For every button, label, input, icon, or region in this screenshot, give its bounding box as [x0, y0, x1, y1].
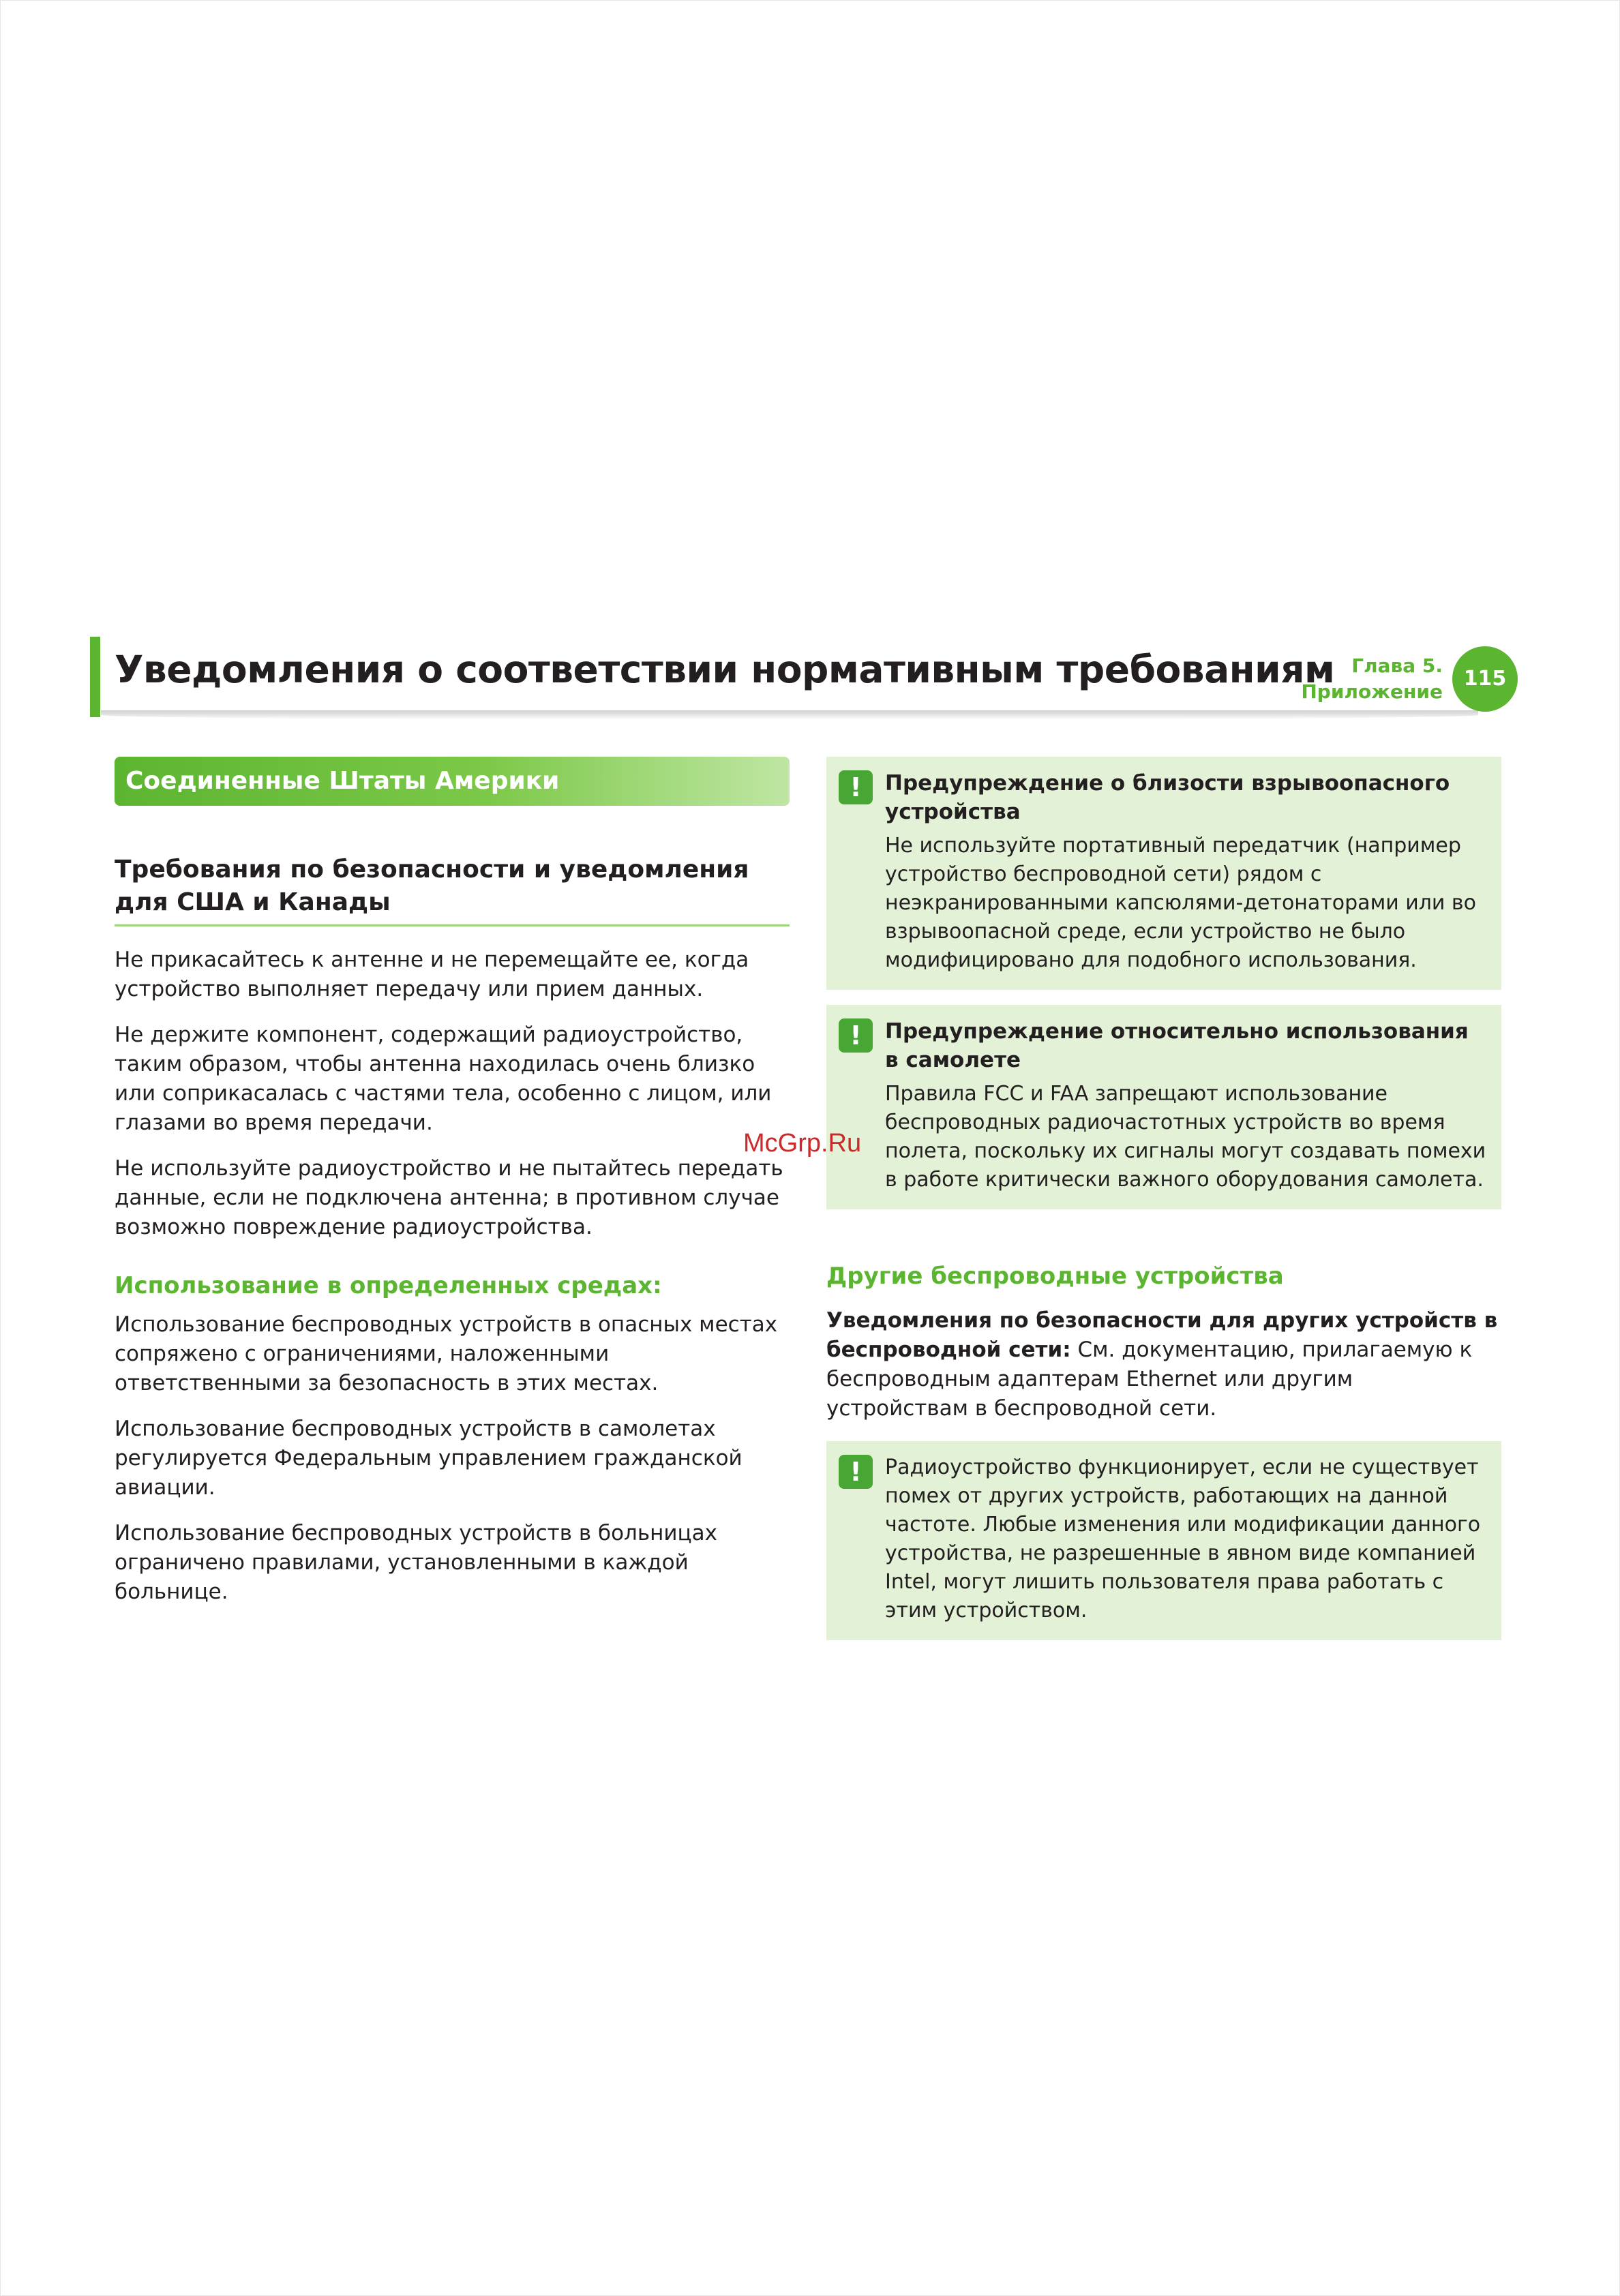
left-column — [115, 757, 790, 1607]
paragraph: Не прикасайтесь к антенне и не перемещайте ее, когда устройство выполняет передачу или прием данных. — [115, 948, 749, 1001]
safety-subheading: Требования по безопасности и уведомления для США и Канады — [115, 854, 790, 926]
note-text: Правила FCC и FAA запрещают использование беспроводных радиочастотных устройств во время полета, поскольку их сигналы могут создавать помехи в работе критически важного оборудования самолета. — [885, 1082, 1486, 1192]
right-column — [826, 757, 1501, 1640]
chapter-label — [1301, 653, 1443, 705]
page-title: Уведомления о соответствии нормативным требованиям — [115, 648, 1335, 691]
other-devices-intro — [826, 1306, 1501, 1423]
header-divider — [101, 710, 1478, 720]
other-devices-heading: Другие беспроводные устройства — [826, 1263, 1284, 1290]
header-accent-bar — [90, 637, 100, 717]
watermark: McGrp.Ru — [743, 1129, 862, 1158]
paragraph: Не используйте радиоустройство и не пытайтесь передать данные, если не подключена антенна; в противном случае возможно повреждение радиоустройства. — [115, 1156, 783, 1239]
note-text: Радиоустройство функционирует, если не существует помех от других устройств, работающих на данной частоте. Любые изменения или модификации данного устройства, не разрешенные в явном виде компанией Intel, могут лишить пользователя права работать с этим устройством. — [885, 1455, 1481, 1622]
warning-icon: ! — [839, 1455, 873, 1489]
paragraph: Не держите компонент, содержащий радиоустройство, таким образом, чтобы антенна находилась очень близко или соприкасалась с частями тела, особенно с лицом, или глазами во время передачи. — [115, 1023, 772, 1135]
page-number-badge: 115 — [1452, 646, 1518, 712]
intro-text: См. документацию, прилагаемую к беспроводным адаптерам Ethernet или другим устройствам в беспроводной сети. — [826, 1338, 1473, 1421]
note-title: Предупреждение относительно использования в самолете — [885, 1019, 1469, 1072]
note-title: Предупреждение о близости взрывоопасного устройства — [885, 771, 1450, 824]
note-text: Не используйте портативный передатчик (например устройство беспроводной сети) рядом с неэкранированными капсюлями-детонаторами или во взрывоопасной среде, если устройство не было модифицировано для подобного использования. — [885, 834, 1476, 972]
paragraph: Использование беспроводных устройств в опасных местах сопряжено с ограничениями, наложенными ответственными за безопасность в этих местах. — [115, 1312, 778, 1395]
section-banner: Соединенные Штаты Америки — [115, 757, 790, 806]
warning-note-aircraft — [826, 1005, 1501, 1209]
warning-icon: ! — [839, 770, 873, 804]
warning-note-explosive — [826, 757, 1501, 990]
chapter-number: Глава 5. — [1351, 654, 1443, 677]
paragraph: Использование беспроводных устройств в больницах ограничено правилами, установленными в каждой больнице. — [115, 1521, 717, 1604]
warning-note-interference — [826, 1441, 1501, 1640]
intro-bold: Уведомления по безопасности для других устройств в беспроводной сети: — [826, 1308, 1498, 1362]
warning-icon: ! — [839, 1018, 873, 1053]
paragraph: Использование беспроводных устройств в самолетах регулируется Федеральным управлением гражданской авиации. — [115, 1417, 742, 1500]
environments-heading: Использование в определенных средах: — [115, 1272, 662, 1299]
chapter-name: Приложение — [1301, 680, 1443, 703]
